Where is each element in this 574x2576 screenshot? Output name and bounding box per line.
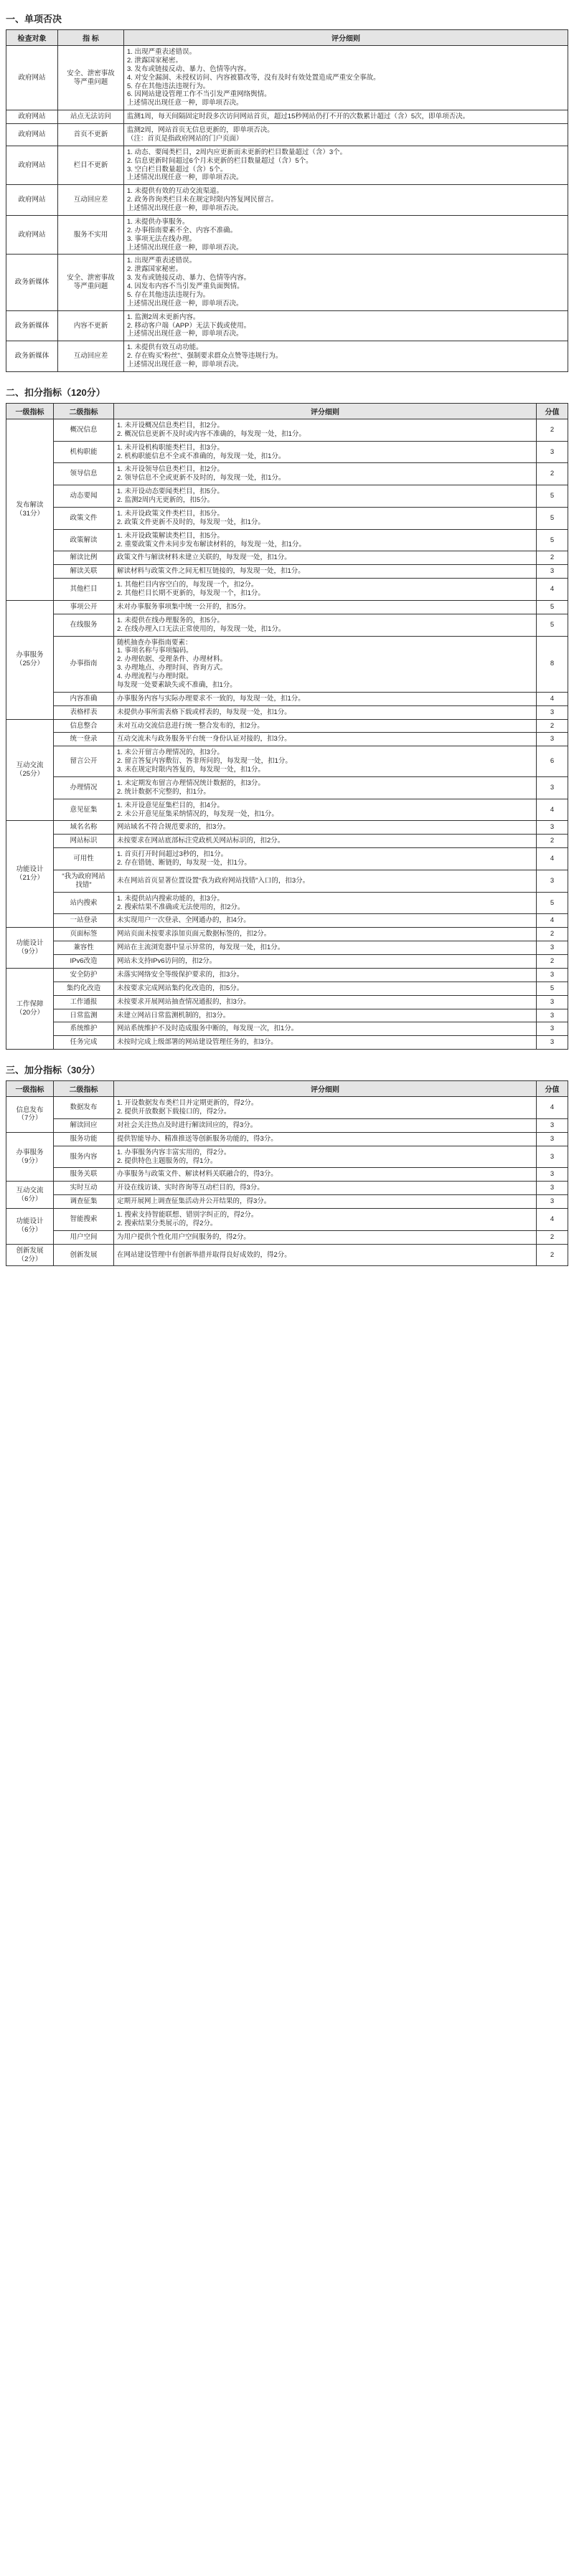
cell-target: 政务新媒体 <box>6 310 58 341</box>
cell-level2: 办事指南 <box>54 636 114 692</box>
table-row <box>6 614 568 636</box>
deduct-table <box>6 403 568 1050</box>
cell-level2: 工作通报 <box>54 995 114 1009</box>
cell-detail: 未在网站首页显著位置设置“我为政府网站找错”入口的，扣3分。 <box>114 870 537 892</box>
cell-level2: 解读关联 <box>54 565 114 579</box>
table-row <box>6 1132 568 1146</box>
cell-score: 3 <box>537 1036 568 1050</box>
cell-detail: 办事服务内容与实际办理要求不一致的，每发现一处，扣1分。 <box>114 692 537 705</box>
table-row <box>6 892 568 914</box>
cell-level1: 办事服务 （25分） <box>6 600 54 719</box>
table-row <box>6 46 568 110</box>
cell-level1: 互动交流 （6分） <box>6 1182 54 1209</box>
cell-score: 3 <box>537 1195 568 1209</box>
cell-detail: 1. 未开设政策文件类栏目，扣5分。 2. 政策文件更新不及时的，每发现一处，扣1分。 <box>114 507 537 529</box>
cell-detail: 政策文件与解读材料未建立关联的，每发现一处，扣1分。 <box>114 551 537 565</box>
cell-level2: 安全防护 <box>54 968 114 982</box>
cell-score: 5 <box>537 614 568 636</box>
cell-level2: IPv6改造 <box>54 955 114 969</box>
single-veto-table <box>6 29 568 372</box>
table-row <box>6 419 568 441</box>
cell-detail: 网站未支持IPv6访问的，扣2分。 <box>114 955 537 969</box>
cell-level2: 页面标签 <box>54 928 114 941</box>
cell-detail: 对社会关注热点及时进行解读回应的，得3分。 <box>114 1118 537 1132</box>
bonus-table <box>6 1080 568 1266</box>
column-header: 一级指标 <box>6 1081 54 1097</box>
cell-level2: 意见征集 <box>54 799 114 821</box>
cell-level2: “我为政府网站 找错” <box>54 870 114 892</box>
cell-level1: 创新发展 （2分） <box>6 1244 54 1266</box>
cell-score: 3 <box>537 1182 568 1195</box>
table-row <box>6 746 568 777</box>
cell-level1: 功能设计 （6分） <box>6 1209 54 1245</box>
cell-detail: 1. 未开设机构职能类栏目，扣3分。 2. 机构职能信息不全或不准确的，每发现一处，扣1分。 <box>114 441 537 463</box>
cell-detail: 互动交流未与政务服务平台统一身份认证对接的，扣3分。 <box>114 733 537 746</box>
cell-level1: 互动交流 （25分） <box>6 719 54 821</box>
table-row <box>6 914 568 928</box>
cell-indicator: 栏目不更新 <box>58 146 124 185</box>
cell-score: 3 <box>537 995 568 1009</box>
cell-score: 2 <box>537 719 568 733</box>
cell-score: 6 <box>537 746 568 777</box>
table-row <box>6 1036 568 1050</box>
column-header: 指 标 <box>58 30 124 46</box>
table-row <box>6 636 568 692</box>
table-row <box>6 835 568 848</box>
cell-detail: 1. 未开设政策解读类栏目，扣5分。 2. 重要政策文件未同步发布解读材料的，每发现一处，扣1分。 <box>114 529 537 551</box>
cell-target: 政务新媒体 <box>6 255 58 310</box>
cell-detail: 在网站建设管理中有创新举措并取得良好成效的，得2分。 <box>114 1244 537 1266</box>
table-row <box>6 1244 568 1266</box>
cell-score: 4 <box>537 1097 568 1119</box>
cell-detail: 1. 未开设领导信息类栏目，扣2分。 2. 领导信息不全或更新不及时的，每发现一处，扣1分。 <box>114 463 537 485</box>
cell-detail: 为用户提供个性化用户空间服务的，得2分。 <box>114 1230 537 1244</box>
cell-score: 4 <box>537 1209 568 1231</box>
cell-level2: 机构职能 <box>54 441 114 463</box>
table-row <box>6 1168 568 1182</box>
table-row <box>6 600 568 614</box>
table-row <box>6 441 568 463</box>
cell-score: 3 <box>537 565 568 579</box>
cell-score: 2 <box>537 928 568 941</box>
cell-detail: 网站域名不符合规范要求的，扣3分。 <box>114 821 537 835</box>
cell-detail: 1. 办事服务内容丰富实用的，得2分。 2. 提供特色主题服务的，得1分。 <box>114 1146 537 1168</box>
cell-detail: 未实现用户一次登录、全网通办的，扣4分。 <box>114 914 537 928</box>
column-header: 评分细则 <box>124 30 568 46</box>
cell-detail: 网站系统维护不及时造成服务中断的，每发现一次，扣1分。 <box>114 1022 537 1036</box>
cell-detail: 提供智能导办、精准推送等创新服务功能的，得3分。 <box>114 1132 537 1146</box>
table-row <box>6 551 568 565</box>
cell-detail: 网站页面未按要求添加页面元数据标签的，扣2分。 <box>114 928 537 941</box>
cell-score: 5 <box>537 892 568 914</box>
cell-score: 4 <box>537 799 568 821</box>
cell-level2: 政策文件 <box>54 507 114 529</box>
cell-detail: 未按时完成上级部署的网站建设管理任务的，扣3分。 <box>114 1036 537 1050</box>
cell-level2: 信息整合 <box>54 719 114 733</box>
cell-detail: 定期开展网上调查征集活动并公开结果的，得3分。 <box>114 1195 537 1209</box>
cell-level2: 系统维护 <box>54 1022 114 1036</box>
table-row <box>6 215 568 255</box>
cell-level2: 办理情况 <box>54 776 114 799</box>
cell-score: 3 <box>537 1132 568 1146</box>
cell-detail: 未落实网络安全等级保护要求的，扣3分。 <box>114 968 537 982</box>
cell-score: 3 <box>537 733 568 746</box>
cell-detail: 未对互动交流信息进行统一整合发布的，扣2分。 <box>114 719 537 733</box>
cell-level2: 调查征集 <box>54 1195 114 1209</box>
cell-level2: 服务关联 <box>54 1168 114 1182</box>
cell-target: 政府网站 <box>6 146 58 185</box>
cell-score: 8 <box>537 636 568 692</box>
cell-level2: 政策解读 <box>54 529 114 551</box>
cell-target: 政府网站 <box>6 46 58 110</box>
cell-score: 5 <box>537 507 568 529</box>
cell-indicator: 互动回应差 <box>58 341 124 372</box>
cell-target: 政务新媒体 <box>6 341 58 372</box>
table-row <box>6 955 568 969</box>
cell-score: 5 <box>537 982 568 995</box>
column-header: 评分细则 <box>114 1081 537 1097</box>
table-row <box>6 185 568 216</box>
table-row <box>6 255 568 310</box>
table-header-row <box>6 403 568 419</box>
cell-level1: 发布解读 （31分） <box>6 419 54 600</box>
page <box>0 0 574 1273</box>
column-header: 二级指标 <box>54 1081 114 1097</box>
cell-level2: 解读回应 <box>54 1118 114 1132</box>
cell-target: 政府网站 <box>6 185 58 216</box>
cell-level2: 域名名称 <box>54 821 114 835</box>
table-row <box>6 799 568 821</box>
table-row <box>6 995 568 1009</box>
table-row <box>6 692 568 705</box>
cell-detail: 1. 其他栏目内容空白的，每发现一个，扣2分。 2. 其他栏目长期不更新的，每发现一个，扣1分。 <box>114 579 537 601</box>
cell-detail: 解读材料与政策文件之间无相互链接的，每发现一处，扣1分。 <box>114 565 537 579</box>
table-row <box>6 776 568 799</box>
table-row <box>6 870 568 892</box>
cell-score: 3 <box>537 1146 568 1168</box>
cell-score: 2 <box>537 1230 568 1244</box>
table-row <box>6 1182 568 1195</box>
cell-score: 3 <box>537 968 568 982</box>
cell-detail: 1. 未开设动态要闻类栏目，扣5分。 2. 监测2周内无更新的，扣5分。 <box>114 485 537 508</box>
cell-level2: 事项公开 <box>54 600 114 614</box>
cell-level2: 内容准确 <box>54 692 114 705</box>
table-row <box>6 733 568 746</box>
cell-score: 5 <box>537 600 568 614</box>
cell-level2: 日常监测 <box>54 1009 114 1022</box>
cell-score: 4 <box>537 848 568 870</box>
cell-score: 2 <box>537 835 568 848</box>
cell-detail: 未按要求在网站底部标注党政机关网站标识的，扣2分。 <box>114 835 537 848</box>
column-header: 分值 <box>537 1081 568 1097</box>
cell-level2: 实时互动 <box>54 1182 114 1195</box>
cell-level2: 一站登录 <box>54 914 114 928</box>
cell-score: 2 <box>537 419 568 441</box>
section-title-single-veto: 一、单项否决 <box>6 14 62 24</box>
cell-level1: 工作保障 （20分） <box>6 968 54 1049</box>
cell-detail: 1. 动态、要闻类栏目，2周内应更新而未更新的栏目数量超过（含）3个。 2. 信息更新时间超过6个月未更新的栏目数量超过（含）5个。 3. 空白栏目数量超过（含）5个。 上述情况出现任意一种，即单项否决。 <box>124 146 568 185</box>
cell-detail: 1. 首页打开时间超过3秒的，扣1分。 2. 存在错链、断链的，每发现一处，扣1分。 <box>114 848 537 870</box>
table-row <box>6 565 568 579</box>
table-row <box>6 719 568 733</box>
cell-detail: 1. 未提供有效的互动交流渠道。 2. 政务咨询类栏目未在规定时限内答复网民留言。 上述情况出现任意一种，即单项否决。 <box>124 185 568 216</box>
cell-level2: 服务功能 <box>54 1132 114 1146</box>
table-row <box>6 968 568 982</box>
table-row <box>6 1009 568 1022</box>
cell-level2: 在线服务 <box>54 614 114 636</box>
table-row <box>6 579 568 601</box>
cell-level2: 解读比例 <box>54 551 114 565</box>
table-row <box>6 705 568 719</box>
cell-detail: 1. 开设数据发布类栏目并定期更新的，得2分。 2. 提供开放数据下载接口的，得2分。 <box>114 1097 537 1119</box>
cell-detail: 未按要求完成网站集约化改造的，扣5分。 <box>114 982 537 995</box>
cell-score: 4 <box>537 579 568 601</box>
table-row <box>6 1195 568 1209</box>
cell-detail: 1. 未提供有效互动功能。 2. 存在购买“粉丝”、强制要求群众点赞等违规行为。 上述情况出现任意一种，即单项否决。 <box>124 341 568 372</box>
cell-score: 3 <box>537 941 568 955</box>
cell-score: 3 <box>537 1118 568 1132</box>
cell-level2: 统一登录 <box>54 733 114 746</box>
cell-score: 2 <box>537 955 568 969</box>
cell-level2: 其他栏目 <box>54 579 114 601</box>
cell-target: 政府网站 <box>6 124 58 146</box>
cell-level2: 网站标识 <box>54 835 114 848</box>
cell-score: 2 <box>537 463 568 485</box>
column-header: 分值 <box>537 403 568 419</box>
cell-level2: 任务完成 <box>54 1036 114 1050</box>
column-header: 二级指标 <box>54 403 114 419</box>
cell-detail: 1. 未公开留言办理情况的，扣3分。 2. 留言答复内容敷衍、答非所问的，每发现一处，扣1分。 3. 未在规定时限内答复的，每发现一处，扣1分。 <box>114 746 537 777</box>
cell-detail: 网站在主流浏览器中显示异常的，每发现一处，扣1分。 <box>114 941 537 955</box>
cell-indicator: 服务不实用 <box>58 215 124 255</box>
cell-detail: 监测1周，每天间隔固定时段多次访问网站首页，超过15秒网站仍打不开的次数累计超过（含）5次，即单项否决。 <box>124 110 568 124</box>
cell-detail: 未对办事服务事项集中统一公开的，扣5分。 <box>114 600 537 614</box>
cell-level2: 集约化改造 <box>54 982 114 995</box>
table-header-row <box>6 1081 568 1097</box>
table-row <box>6 1097 568 1119</box>
cell-detail: 1. 未提供在线办理服务的，扣5分。 2. 在线办理入口无法正常使用的，每发现一处，扣1分。 <box>114 614 537 636</box>
cell-score: 3 <box>537 821 568 835</box>
cell-score: 4 <box>537 692 568 705</box>
cell-score: 5 <box>537 529 568 551</box>
cell-detail: 监测2周，网站首页无信息更新的，即单项否决。 （注：首页是指政府网站的门户页面） <box>124 124 568 146</box>
cell-indicator: 安全、泄密事故 等严重问题 <box>58 46 124 110</box>
cell-level2: 兼容性 <box>54 941 114 955</box>
table-row <box>6 124 568 146</box>
table-row <box>6 341 568 372</box>
column-header: 一级指标 <box>6 403 54 419</box>
cell-indicator: 互动回应差 <box>58 185 124 216</box>
cell-level2: 数据发布 <box>54 1097 114 1119</box>
cell-level2: 创新发展 <box>54 1244 114 1266</box>
cell-indicator: 站点无法访问 <box>58 110 124 124</box>
cell-detail: 未提供办事所需表格下载或样表的，每发现一处，扣1分。 <box>114 705 537 719</box>
table-row <box>6 941 568 955</box>
cell-level1: 信息发布 （7分） <box>6 1097 54 1133</box>
table-row <box>6 1230 568 1244</box>
cell-detail: 开设在线访谈、实时咨询等互动栏目的，得3分。 <box>114 1182 537 1195</box>
table-row <box>6 1209 568 1231</box>
cell-indicator: 首页不更新 <box>58 124 124 146</box>
table-row <box>6 146 568 185</box>
cell-score: 3 <box>537 1022 568 1036</box>
cell-indicator: 内容不更新 <box>58 310 124 341</box>
table-row <box>6 848 568 870</box>
cell-detail: 未按要求开展网站抽查情况通报的，扣3分。 <box>114 995 537 1009</box>
table-row <box>6 1146 568 1168</box>
table-row <box>6 982 568 995</box>
cell-detail: 1. 未开设意见征集栏目的，扣4分。 2. 未公开意见征集采纳情况的，每发现一处，扣1分。 <box>114 799 537 821</box>
cell-level2: 表格样表 <box>54 705 114 719</box>
table-row <box>6 110 568 124</box>
cell-score: 3 <box>537 776 568 799</box>
cell-indicator: 安全、泄密事故 等严重问题 <box>58 255 124 310</box>
cell-detail: 办事服务与政策文件、解读材料关联融合的，得3分。 <box>114 1168 537 1182</box>
table-row <box>6 1118 568 1132</box>
table-row <box>6 463 568 485</box>
cell-score: 4 <box>537 914 568 928</box>
cell-score: 3 <box>537 705 568 719</box>
cell-detail: 随机抽查办事指南要素： 1. 事项名称与事项编码。 2. 办理依据、受理条件、办理材料。 3. 办理地点、办理时间、咨询方式。 4. 办理流程与办理时限。 每发现一处要素缺失或不准确，扣1分。 <box>114 636 537 692</box>
cell-detail: 1. 未开设概况信息类栏目，扣2分。 2. 概况信息更新不及时或内容不准确的，每发现一处，扣1分。 <box>114 419 537 441</box>
table-row <box>6 529 568 551</box>
cell-detail: 1. 出现严重表述错误。 2. 泄露国家秘密。 3. 发布或链接反动、暴力、色情等内容。 4. 对安全漏洞、未授权访问、内容被篡改等，没有及时有效处置造成严重安全事故。 5. 存在其他违法违规行为。 6. 因网站建设管理工作不当引发严重网络舆情。 上述情况出现任意一种，即单项否决。 <box>124 46 568 110</box>
table-row <box>6 310 568 341</box>
cell-detail: 未建立网站日常监测机制的，扣3分。 <box>114 1009 537 1022</box>
cell-detail: 1. 未提供办事服务。 2. 办事指南要素不全、内容不准确。 3. 事项无法在线办理。 上述情况出现任意一种，即单项否决。 <box>124 215 568 255</box>
table-row <box>6 821 568 835</box>
cell-detail: 1. 未定期发布留言办理情况统计数据的，扣3分。 2. 统计数据不完整的，扣1分。 <box>114 776 537 799</box>
table-row <box>6 928 568 941</box>
cell-detail: 1. 监测2周未更新内容。 2. 移动客户端（APP）无法下载或使用。 上述情况出现任意一种，即单项否决。 <box>124 310 568 341</box>
cell-level2: 留言公开 <box>54 746 114 777</box>
cell-level2: 用户空间 <box>54 1230 114 1244</box>
cell-detail: 1. 未提供站内搜索功能的，扣3分。 2. 搜索结果不准确或无法使用的，扣2分。 <box>114 892 537 914</box>
cell-level2: 动态要闻 <box>54 485 114 508</box>
cell-level2: 智能搜索 <box>54 1209 114 1231</box>
section-title-bonus: 三、加分指标（30分） <box>6 1065 100 1076</box>
cell-level1: 功能设计 （21分） <box>6 821 54 928</box>
table-row <box>6 1022 568 1036</box>
cell-level2: 站内搜索 <box>54 892 114 914</box>
cell-score: 3 <box>537 441 568 463</box>
cell-level1: 办事服务 （9分） <box>6 1132 54 1182</box>
cell-level1: 功能设计 （9分） <box>6 928 54 969</box>
table-row <box>6 485 568 508</box>
cell-score: 3 <box>537 1168 568 1182</box>
cell-score: 3 <box>537 1009 568 1022</box>
cell-target: 政府网站 <box>6 215 58 255</box>
cell-level2: 领导信息 <box>54 463 114 485</box>
cell-target: 政府网站 <box>6 110 58 124</box>
table-header-row <box>6 30 568 46</box>
cell-level2: 可用性 <box>54 848 114 870</box>
column-header: 检查对象 <box>6 30 58 46</box>
section-title-deduct: 二、扣分指标（120分） <box>6 386 105 398</box>
cell-score: 5 <box>537 485 568 508</box>
cell-score: 2 <box>537 551 568 565</box>
cell-detail: 1. 出现严重表述错误。 2. 泄露国家秘密。 3. 发布或链接反动、暴力、色情等内容。 4. 因发布内容不当引发严重负面舆情。 5. 存在其他违法违规行为。 上述情况出现任意一种，即单项否决。 <box>124 255 568 310</box>
cell-score: 3 <box>537 870 568 892</box>
table-row <box>6 507 568 529</box>
cell-detail: 1. 搜索支持智能联想、错别字纠正的，得2分。 2. 搜索结果分类展示的，得2分。 <box>114 1209 537 1231</box>
column-header: 评分细则 <box>114 403 537 419</box>
cell-score: 2 <box>537 1244 568 1266</box>
cell-level2: 服务内容 <box>54 1146 114 1168</box>
cell-level2: 概况信息 <box>54 419 114 441</box>
